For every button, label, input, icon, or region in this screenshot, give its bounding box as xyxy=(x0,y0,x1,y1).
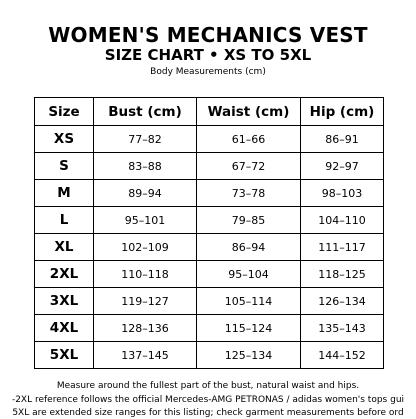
bust-range: 83–88 xyxy=(94,153,197,180)
bust-range: 128–136 xyxy=(94,315,197,342)
chart-subtitle: SIZE CHART • XS TO 5XL xyxy=(104,46,312,64)
waist-range: 86–94 xyxy=(197,234,301,261)
size-label: 3XL xyxy=(35,288,94,315)
column-header-size: Size xyxy=(35,98,94,126)
waist-range: 95–104 xyxy=(197,261,301,288)
bust-range: 77–82 xyxy=(94,126,197,153)
table-row xyxy=(35,261,384,288)
measuring-instructions: Measure around the fullest part of the bust, natural waist and hips. xyxy=(56,381,360,391)
table-row xyxy=(35,288,384,315)
waist-range: 73–78 xyxy=(197,180,301,207)
column-header-hip: Hip (cm) xyxy=(301,98,384,126)
chart-title: WOMEN'S MECHANICS VEST xyxy=(48,23,368,47)
size-chart-table xyxy=(34,97,384,369)
table-row xyxy=(35,234,384,261)
bust-range: 110–118 xyxy=(94,261,197,288)
size-label: 2XL xyxy=(35,261,94,288)
size-label: 5XL xyxy=(35,342,94,369)
hip-range: 98–103 xyxy=(301,180,384,207)
waist-range: 61–66 xyxy=(197,126,301,153)
size-label: L xyxy=(35,207,94,234)
bust-range: 102–109 xyxy=(94,234,197,261)
waist-range: 67–72 xyxy=(197,153,301,180)
size-label: XS xyxy=(35,126,94,153)
size-label: M xyxy=(35,180,94,207)
column-header-waist: Waist (cm) xyxy=(197,98,301,126)
waist-range: 125–134 xyxy=(197,342,301,369)
size-label: 4XL xyxy=(35,315,94,342)
measurement-units-note: Body Measurements (cm) xyxy=(150,67,266,77)
table-row xyxy=(35,153,384,180)
table-row xyxy=(35,315,384,342)
bust-range: 95–101 xyxy=(94,207,197,234)
column-header-bust: Bust (cm) xyxy=(94,98,197,126)
bust-range: 89–94 xyxy=(94,180,197,207)
size-label: S xyxy=(35,153,94,180)
bust-range: 119–127 xyxy=(94,288,197,315)
table-row xyxy=(35,126,384,153)
waist-range: 79–85 xyxy=(197,207,301,234)
hip-range: 126–134 xyxy=(301,288,384,315)
hip-range: 118–125 xyxy=(301,261,384,288)
table-row xyxy=(35,342,384,369)
hip-range: 104–110 xyxy=(301,207,384,234)
table-row xyxy=(35,180,384,207)
hip-range: 144–152 xyxy=(301,342,384,369)
table-header-row xyxy=(35,98,384,126)
sizing-reference-note: -2XL reference follows the official Mercedes-AMG PETRONAS / adidas women's tops gui xyxy=(11,395,405,405)
extended-sizes-note: 5XL are extended size ranges for this listing; check garment measurements before ord xyxy=(12,408,404,418)
waist-range: 115–124 xyxy=(197,315,301,342)
hip-range: 86–91 xyxy=(301,126,384,153)
hip-range: 111–117 xyxy=(301,234,384,261)
waist-range: 105–114 xyxy=(197,288,301,315)
size-label: XL xyxy=(35,234,94,261)
table-row xyxy=(35,207,384,234)
hip-range: 135–143 xyxy=(301,315,384,342)
bust-range: 137–145 xyxy=(94,342,197,369)
hip-range: 92–97 xyxy=(301,153,384,180)
